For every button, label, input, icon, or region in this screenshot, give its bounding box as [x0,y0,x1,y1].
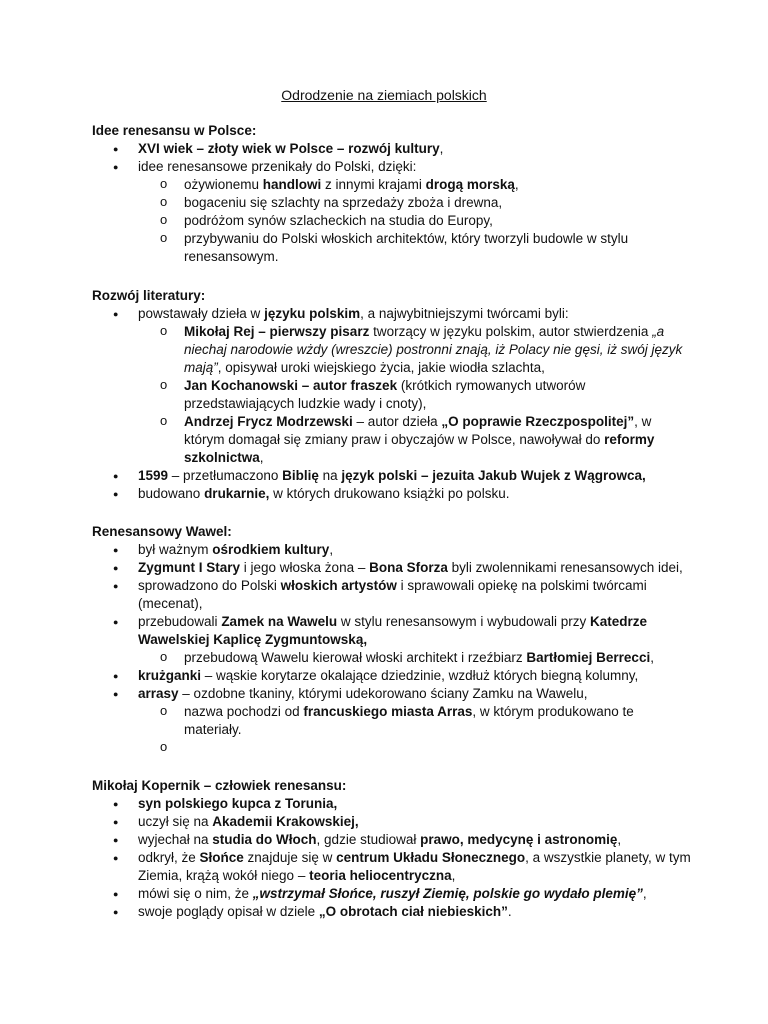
text-run: Bona Sforza [369,560,448,575]
text-run: drogą morską [425,177,515,192]
list-item [92,485,692,503]
list-item [92,849,692,885]
text-run: Słońce [199,850,244,865]
text-run: . [507,904,512,919]
text-run: , opisywał uroki wiejskiego życia, jakie wiodła szlachta, [217,360,545,375]
text-run: powstawały dzieła w [138,306,265,321]
text-run: Bartłomiej Berrecci [526,650,651,665]
text-run: w stylu renesansowym i wybudowali przy [337,614,590,629]
text-run: „a niechaj narodowie wżdy (wreszcie) postronni znają, iż Polacy nie gęsi, iż swój język mają” [184,324,683,375]
text-run: ośrodkiem kultury [212,542,330,557]
text-run: reformy szkolnictwa [184,432,655,465]
text-run: studia do Włoch [212,832,317,847]
text-run: , [439,141,444,156]
text-run: znajduje się w [243,850,337,865]
sub-list-item [92,739,692,757]
text-run: Akademii Krakowskiej, [212,814,359,829]
text-run: Katedrze Wawelskiej Kaplicę Zygmuntowską, [138,614,647,647]
text-run: wyjechał na [138,832,213,847]
text-run: XVI wiek – złoty wiek w Polsce – rozwój kultury [138,141,440,156]
text-run: , w którym produkowano te materiały. [184,704,634,737]
section-list [92,795,692,921]
text-run: z innymi krajami [321,177,426,192]
text-run: syn polskiego kupca z Torunia, [138,796,338,811]
text-run: – przetłumaczono [168,468,283,483]
section-list [92,541,692,757]
text-run: , [650,650,654,665]
text-run: bogaceniu się szlachty na sprzedaży zboża i drewna, [184,195,503,210]
text-run: , gdzie studiował [316,832,421,847]
text-run: idee renesansowe przenikały do Polski, dzięki: [138,159,417,174]
text-run: mówi się o nim, że [138,886,253,901]
text-run: (krótkich rymowanych utworów przedstawiających ludzkie wady i cnoty), [184,378,586,411]
sub-list-item [92,176,692,194]
text-run: , a najwybitniejszymi twórcami byli: [360,306,569,321]
list-item [92,831,692,849]
text-run: handlowi [262,177,322,192]
text-run: Biblię [282,468,319,483]
text-run: podróżom synów szlacheckich na studia do Europy, [184,213,493,228]
list-item [92,467,692,485]
sub-list-item [92,194,692,212]
text-run: , [617,832,622,847]
list-item [92,813,692,831]
list-item [92,685,692,703]
text-run: włoskich artystów [280,578,397,593]
list-item [92,140,692,158]
section-heading: Mikołaj Kopernik – człowiek renesansu: [92,778,347,793]
sub-list-item [92,703,692,739]
text-run: centrum Układu Słonecznego [336,850,526,865]
text-run: – wąskie korytarze okalające dziedzinie, wzdłuż których biegną kolumny, [201,668,639,683]
text-run: odkrył, że [138,850,200,865]
section-heading: Renesansowy Wawel: [92,524,232,539]
sub-list-item [92,212,692,230]
section-mikolaj-kopernik [92,777,692,921]
list-item [92,903,692,921]
text-run: tworzący w języku polskim, autor stwierdzenia [369,324,653,339]
sub-list-item [92,413,692,467]
text-run: drukarnie, [204,486,270,501]
text-run: , [451,868,456,883]
text-run: swoje poglądy opisał w dziele [138,904,319,919]
section-rozwoj-literatury [92,287,692,503]
text-run: , [329,542,334,557]
text-run: przebudową Wawelu kierował włoski architekt i rzeźbiarz [184,650,527,665]
text-run: byli zwolennikami renesansowych idei, [447,560,683,575]
text-run: Jan Kochanowski – autor fraszek [184,378,398,393]
text-run: Andrzej Frycz Modrzewski [184,414,353,429]
list-item [92,577,692,613]
list-item [92,795,692,813]
text-run: arrasy [138,686,179,701]
list-item [92,667,692,685]
text-run: prawo, medycynę i astronomię [420,832,618,847]
list-item [92,559,692,577]
text-run: języku polskim [264,306,361,321]
text-run: na [318,468,342,483]
list-item [92,541,692,559]
text-run: Zamek na Wawelu [221,614,338,629]
text-run: , w którym domagał się zmiany praw i obyczajów w Polsce, nawoływał do [184,414,652,447]
section-list [92,140,692,266]
list-item [92,885,692,903]
text-run: język polski – jezuita Jakub Wujek z Wągrowca, [341,468,646,483]
sub-list-item [92,377,692,413]
text-run: ożywionemu [184,177,263,192]
text-run: – ozdobne tkaniny, którymi udekorowano ściany Zamku na Wawelu, [178,686,588,701]
sub-list-item [92,323,692,377]
text-run: przebudowali [138,614,222,629]
section-heading: Idee renesansu w Polsce: [92,123,257,138]
text-run: , a wszystkie planety, w tym Ziemia, krążą wokół niego – [138,850,691,883]
text-run: francuskiego miasta Arras [303,704,473,719]
text-run: i jego włoska żona – [240,560,370,575]
text-run: „wstrzymał Słońce, ruszył Ziemię, polskie go wydało plemię” [252,886,643,901]
text-run: Mikołaj Rej – pierwszy pisarz [184,324,370,339]
sub-list-item [92,649,692,667]
text-run: teoria heliocentryczna [309,868,452,883]
section-heading: Rozwój literatury: [92,288,206,303]
text-run: , [514,177,519,192]
list-item [92,613,692,649]
text-run: uczył się na [138,814,213,829]
text-run: budowano [138,486,205,501]
text-run: 1599 [138,468,169,483]
text-run: Zygmunt I Stary [138,560,241,575]
text-run: „O obrotach ciał niebieskich” [318,904,508,919]
section-renesansowy-wawel [92,523,692,757]
text-run: był ważnym [138,542,213,557]
text-run: nazwa pochodzi od [184,704,304,719]
text-run: sprowadzono do Polski [138,578,281,593]
list-item [92,158,692,176]
text-run: i sprawowali opiekę na polskimi twórcami (mecenat), [138,578,647,611]
text-run: krużganki [138,668,202,683]
section-idee-renesansu [92,122,692,266]
page-title: Odrodzenie na ziemiach polskich [281,87,487,103]
text-run: „O poprawie Rzeczpospolitej” [441,414,635,429]
text-run: w których drukowano książki po polsku. [269,486,510,501]
sub-list-item [92,230,692,266]
text-run: – autor dzieła [352,414,442,429]
list-item [92,305,692,323]
text-run: , [642,886,647,901]
text-run: przybywaniu do Polski włoskich architektów, który tworzyli budowle w stylu renesansowym. [184,231,629,264]
section-list [92,305,692,503]
text-run: , [259,450,264,465]
